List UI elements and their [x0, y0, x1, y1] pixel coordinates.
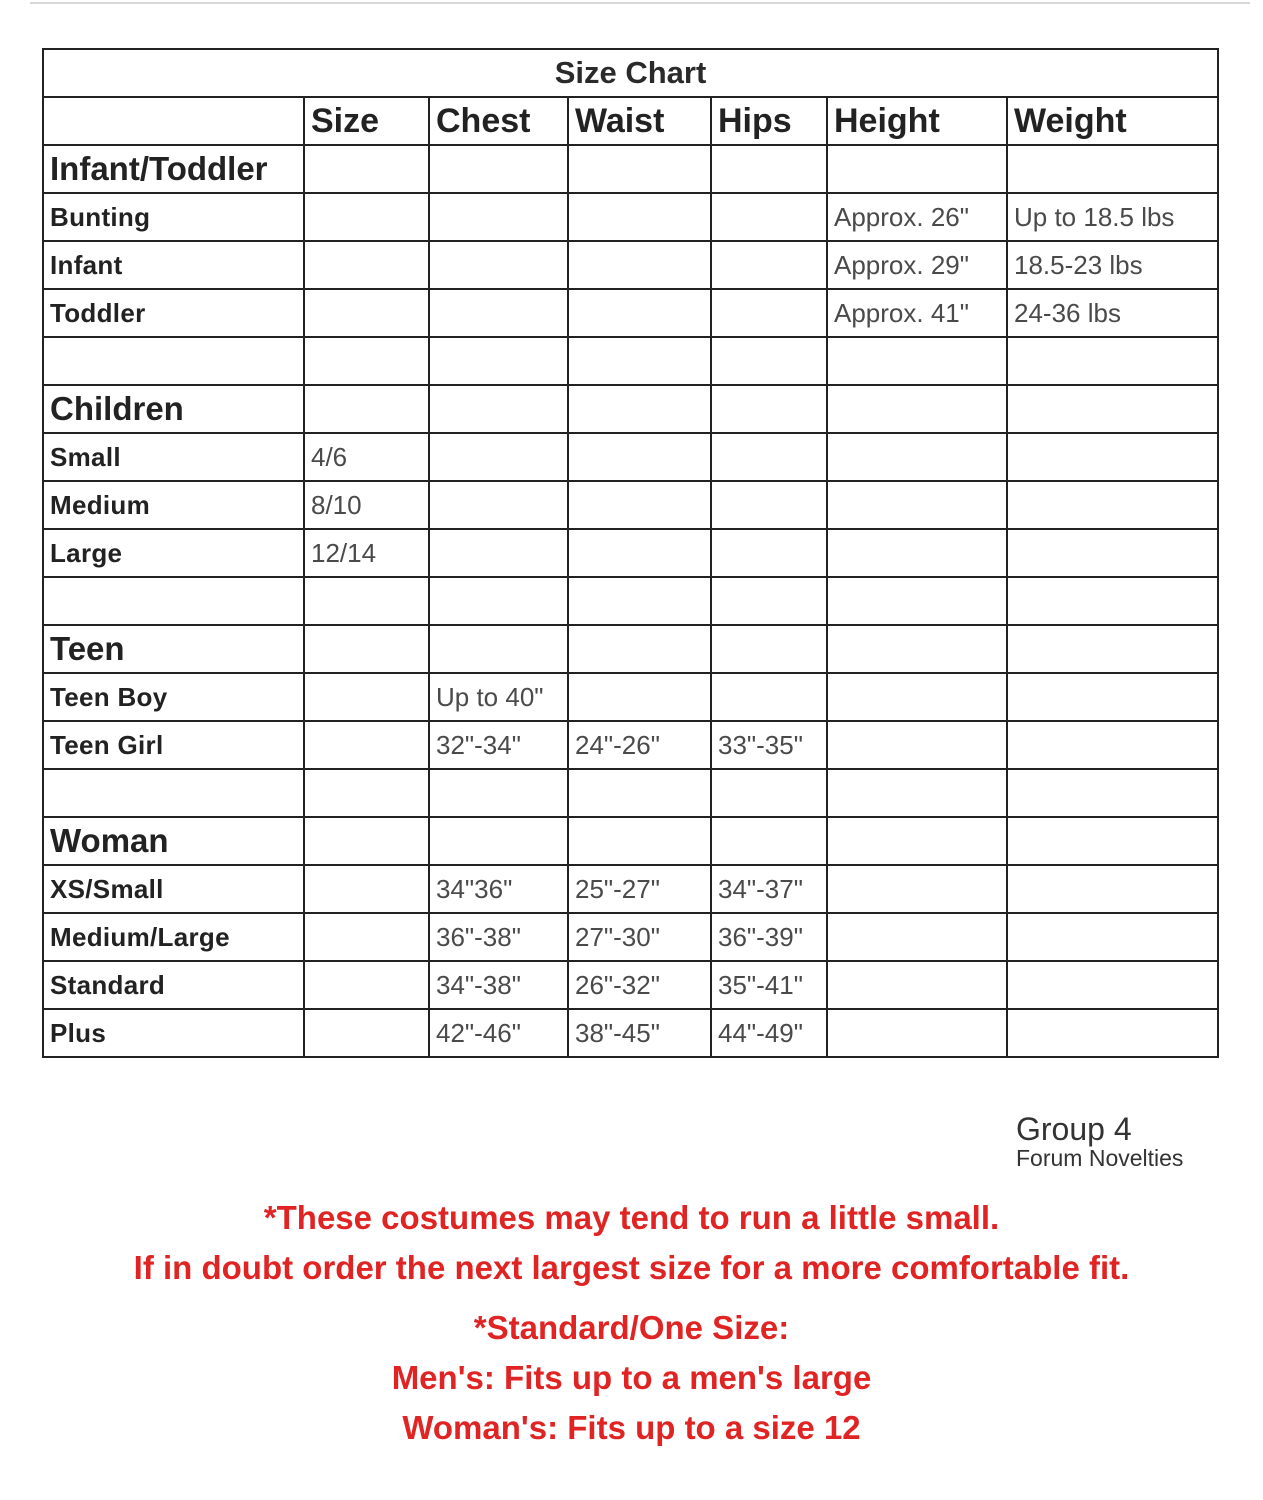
column-header-size: Size — [304, 97, 429, 145]
hips-cell: 35"-41" — [711, 961, 827, 1009]
row-label: Toddler — [43, 289, 304, 337]
size-cell — [304, 241, 429, 289]
empty-cell — [711, 145, 827, 193]
size-cell — [304, 1009, 429, 1057]
column-header-chest: Chest — [429, 97, 568, 145]
waist-cell — [568, 289, 711, 337]
chest-cell: 32"-34" — [429, 721, 568, 769]
row-label: Teen Boy — [43, 673, 304, 721]
empty-cell — [304, 577, 429, 625]
table-row — [43, 289, 1218, 337]
size-cell — [304, 193, 429, 241]
table-title: Size Chart — [43, 49, 1218, 97]
empty-cell — [827, 337, 1007, 385]
weight-cell — [1007, 433, 1218, 481]
weight-cell — [1007, 481, 1218, 529]
height-cell: Approx. 26" — [827, 193, 1007, 241]
hips-cell — [711, 673, 827, 721]
row-label: Bunting — [43, 193, 304, 241]
hips-cell — [711, 529, 827, 577]
empty-cell — [429, 385, 568, 433]
table-row — [43, 529, 1218, 577]
group-header-row — [43, 625, 1218, 673]
empty-cell — [827, 817, 1007, 865]
waist-cell: 27"-30" — [568, 913, 711, 961]
brand-group: Group 4 — [1016, 1111, 1132, 1147]
empty-cell — [304, 817, 429, 865]
empty-cell — [568, 769, 711, 817]
empty-cell — [568, 577, 711, 625]
title-row — [43, 49, 1218, 97]
height-cell — [827, 433, 1007, 481]
hips-cell: 36"-39" — [711, 913, 827, 961]
empty-cell — [429, 817, 568, 865]
size-cell — [304, 961, 429, 1009]
chest-cell: 36"-38" — [429, 913, 568, 961]
empty-cell — [711, 625, 827, 673]
table-row — [43, 241, 1218, 289]
waist-cell — [568, 433, 711, 481]
height-cell: Approx. 29" — [827, 241, 1007, 289]
size-cell — [304, 289, 429, 337]
weight-cell — [1007, 721, 1218, 769]
hips-cell — [711, 241, 827, 289]
weight-cell: 24-36 lbs — [1007, 289, 1218, 337]
waist-cell — [568, 241, 711, 289]
waist-cell — [568, 529, 711, 577]
empty-cell — [429, 337, 568, 385]
empty-cell — [43, 337, 304, 385]
waist-cell — [568, 673, 711, 721]
empty-cell — [429, 625, 568, 673]
size-cell: 4/6 — [304, 433, 429, 481]
chest-cell — [429, 241, 568, 289]
empty-cell — [1007, 769, 1218, 817]
group-header-row — [43, 817, 1218, 865]
row-label: Teen Girl — [43, 721, 304, 769]
column-header-waist: Waist — [568, 97, 711, 145]
group-label: Woman — [43, 817, 304, 865]
hips-cell: 34"-37" — [711, 865, 827, 913]
waist-cell: 26"-32" — [568, 961, 711, 1009]
empty-cell — [1007, 625, 1218, 673]
hips-cell: 33"-35" — [711, 721, 827, 769]
spacer-row — [43, 769, 1218, 817]
row-label: XS/Small — [43, 865, 304, 913]
hips-cell: 44"-49" — [711, 1009, 827, 1057]
size-cell — [304, 865, 429, 913]
group-header-row — [43, 145, 1218, 193]
empty-cell — [568, 385, 711, 433]
table-row — [43, 865, 1218, 913]
empty-cell — [827, 385, 1007, 433]
size-cell — [304, 673, 429, 721]
table-row — [43, 481, 1218, 529]
brand-block — [1016, 1112, 1183, 1170]
empty-cell — [827, 145, 1007, 193]
table-row — [43, 433, 1218, 481]
column-header-blank — [43, 97, 304, 145]
brand-company: Forum Novelties — [1016, 1145, 1184, 1171]
row-label: Large — [43, 529, 304, 577]
waist-cell: 24"-26" — [568, 721, 711, 769]
empty-cell — [827, 769, 1007, 817]
height-cell — [827, 1009, 1007, 1057]
waist-cell: 38"-45" — [568, 1009, 711, 1057]
group-label: Teen — [43, 625, 304, 673]
row-label: Plus — [43, 1009, 304, 1057]
group-label: Infant/Toddler — [43, 145, 304, 193]
table-row — [43, 673, 1218, 721]
column-header-row — [43, 97, 1218, 145]
hips-cell — [711, 193, 827, 241]
chest-cell: Up to 40" — [429, 673, 568, 721]
height-cell — [827, 673, 1007, 721]
chest-cell — [429, 433, 568, 481]
row-label: Medium — [43, 481, 304, 529]
size-chart-table — [42, 48, 1219, 1058]
weight-cell — [1007, 865, 1218, 913]
empty-cell — [304, 769, 429, 817]
empty-cell — [43, 577, 304, 625]
empty-cell — [1007, 145, 1218, 193]
hips-cell — [711, 481, 827, 529]
empty-cell — [1007, 385, 1218, 433]
note-run-small: *These costumes may tend to run a little small. — [263, 1199, 1000, 1236]
empty-cell — [711, 577, 827, 625]
height-cell: Approx. 41" — [827, 289, 1007, 337]
empty-cell — [1007, 577, 1218, 625]
empty-cell — [429, 145, 568, 193]
height-cell — [827, 529, 1007, 577]
column-header-hips: Hips — [711, 97, 827, 145]
top-divider — [30, 2, 1250, 4]
empty-cell — [429, 769, 568, 817]
note-standard-heading: *Standard/One Size: — [473, 1309, 790, 1346]
height-cell — [827, 721, 1007, 769]
row-label: Infant — [43, 241, 304, 289]
group-label: Children — [43, 385, 304, 433]
empty-cell — [568, 337, 711, 385]
weight-cell — [1007, 1009, 1218, 1057]
weight-cell — [1007, 913, 1218, 961]
row-label: Standard — [43, 961, 304, 1009]
weight-cell — [1007, 961, 1218, 1009]
note-womans-fit: Woman's: Fits up to a size 12 — [402, 1409, 861, 1446]
chest-cell: 42"-46" — [429, 1009, 568, 1057]
size-cell: 12/14 — [304, 529, 429, 577]
empty-cell — [304, 337, 429, 385]
note-order-larger: If in doubt order the next largest size for a more comfortable fit. — [133, 1249, 1130, 1286]
weight-cell: Up to 18.5 lbs — [1007, 193, 1218, 241]
empty-cell — [43, 769, 304, 817]
chest-cell — [429, 529, 568, 577]
note-gap — [0, 1296, 1263, 1306]
column-header-height: Height — [827, 97, 1007, 145]
table-row — [43, 193, 1218, 241]
chest-cell: 34"36" — [429, 865, 568, 913]
chest-cell: 34"-38" — [429, 961, 568, 1009]
table-row — [43, 913, 1218, 961]
table-row — [43, 721, 1218, 769]
row-label: Medium/Large — [43, 913, 304, 961]
height-cell — [827, 481, 1007, 529]
waist-cell: 25"-27" — [568, 865, 711, 913]
empty-cell — [304, 625, 429, 673]
empty-cell — [568, 625, 711, 673]
chest-cell — [429, 481, 568, 529]
size-cell: 8/10 — [304, 481, 429, 529]
waist-cell — [568, 193, 711, 241]
empty-cell — [304, 385, 429, 433]
hips-cell — [711, 289, 827, 337]
empty-cell — [827, 577, 1007, 625]
hips-cell — [711, 433, 827, 481]
weight-cell: 18.5-23 lbs — [1007, 241, 1218, 289]
height-cell — [827, 961, 1007, 1009]
row-label: Small — [43, 433, 304, 481]
empty-cell — [711, 385, 827, 433]
table-row — [43, 961, 1218, 1009]
waist-cell — [568, 481, 711, 529]
note-mens-fit: Men's: Fits up to a men's large — [391, 1359, 872, 1396]
spacer-row — [43, 577, 1218, 625]
empty-cell — [1007, 817, 1218, 865]
empty-cell — [1007, 337, 1218, 385]
empty-cell — [568, 145, 711, 193]
empty-cell — [711, 769, 827, 817]
weight-cell — [1007, 673, 1218, 721]
empty-cell — [568, 817, 711, 865]
table-row — [43, 1009, 1218, 1057]
weight-cell — [1007, 529, 1218, 577]
empty-cell — [711, 817, 827, 865]
size-cell — [304, 913, 429, 961]
empty-cell — [429, 577, 568, 625]
column-header-weight: Weight — [1007, 97, 1218, 145]
size-cell — [304, 721, 429, 769]
height-cell — [827, 865, 1007, 913]
empty-cell — [711, 337, 827, 385]
chest-cell — [429, 289, 568, 337]
chest-cell — [429, 193, 568, 241]
empty-cell — [827, 625, 1007, 673]
group-header-row — [43, 385, 1218, 433]
empty-cell — [304, 145, 429, 193]
spacer-row — [43, 337, 1218, 385]
sizing-notes — [0, 1196, 1263, 1456]
height-cell — [827, 913, 1007, 961]
